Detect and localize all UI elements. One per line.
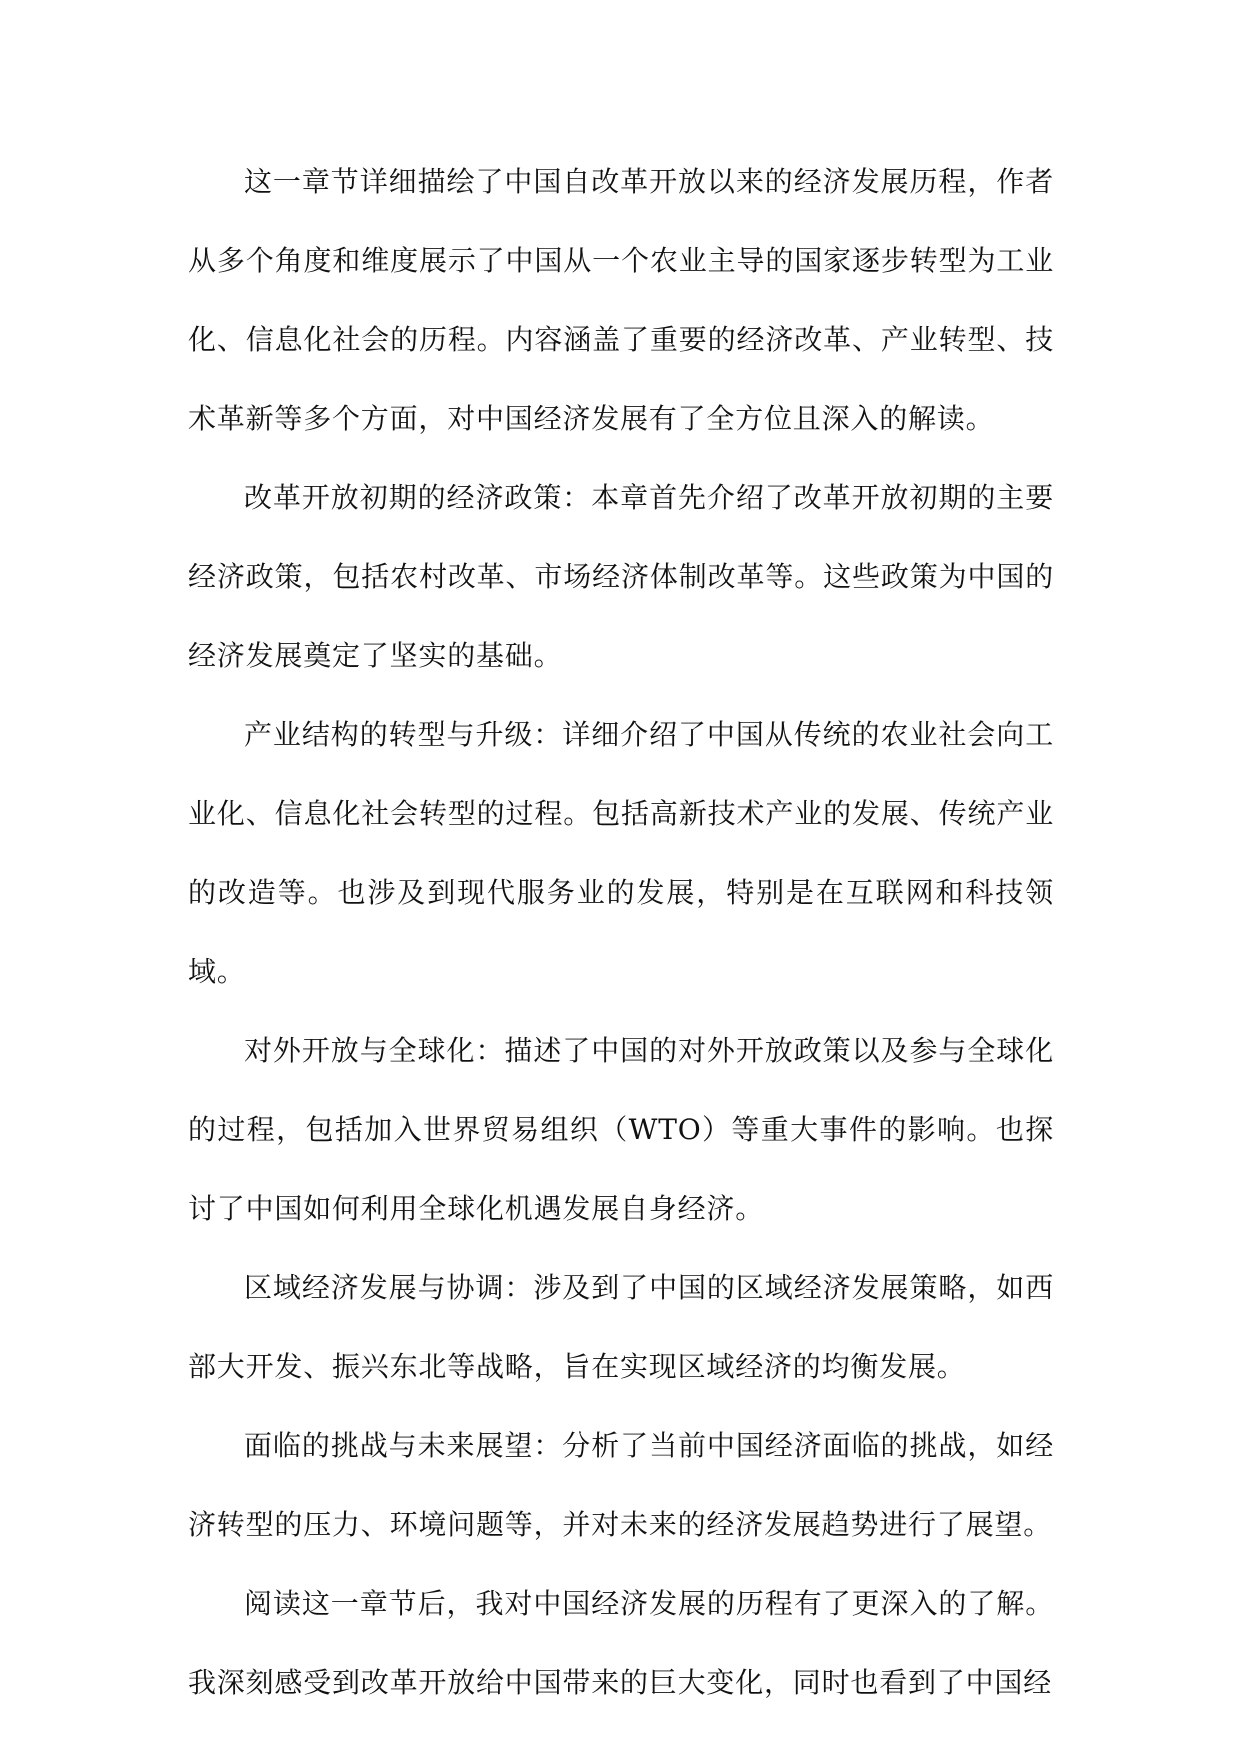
paragraph-intro: 这一章节详细描绘了中国自改革开放以来的经济发展历程，作者从多个角度和维度展示了中国从一个农业主导的国家逐步转型为工业化、信息化社会的历程。内容涵盖了重要的经济改革、产业转型、技术革新等多个方面，对中国经济发展有了全方位且深入的解读。 [188, 165, 1054, 435]
paragraph-industrial-transformation: 产业结构的转型与升级：详细介绍了中国从传统的农业社会向工业化、信息化社会转型的过程。包括高新技术产业的发展、传统产业的改造等。也涉及到现代服务业的发展，特别是在互联网和科技领域。 [188, 718, 1054, 988]
paragraph-challenges-outlook: 面临的挑战与未来展望：分析了当前中国经济面临的挑战，如经济转型的压力、环境问题等，并对未来的经济发展趋势进行了展望。 [188, 1429, 1054, 1541]
paragraph-early-reform-policy: 改革开放初期的经济政策：本章首先介绍了改革开放初期的主要经济政策，包括农村改革、市场经济体制改革等。这些政策为中国的经济发展奠定了坚实的基础。 [188, 481, 1054, 672]
paragraph-regional-development: 区域经济发展与协调：涉及到了中国的区域经济发展策略，如西部大开发、振兴东北等战略，旨在实现区域经济的均衡发展。 [188, 1271, 1054, 1383]
document-page [188, 142, 1054, 1722]
paragraph-opening-globalization: 对外开放与全球化：描述了中国的对外开放政策以及参与全球化的过程，包括加入世界贸易组织（WTO）等重大事件的影响。也探讨了中国如何利用全球化机遇发展自身经济。 [188, 1034, 1054, 1225]
paragraph-reflection: 阅读这一章节后，我对中国经济发展的历程有了更深入的了解。我深刻感受到改革开放给中国带来的巨大变化，同时也看到了中国经 [188, 1587, 1054, 1699]
